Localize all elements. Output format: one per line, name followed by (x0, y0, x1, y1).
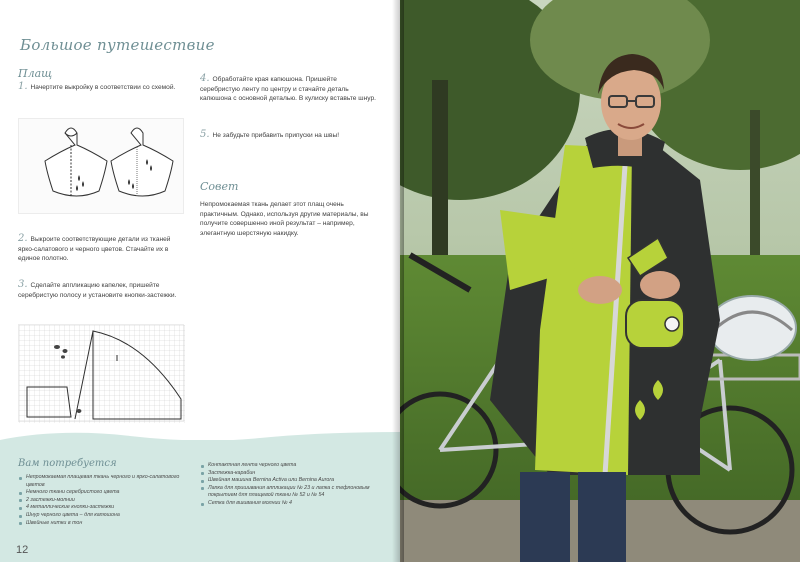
step-5 (200, 130, 376, 141)
step-5-text: Не забудьте прибавить припуски на швы! (212, 132, 340, 139)
page-title: Большое путешествие (20, 36, 215, 54)
photo-man-in-poncho-with-bicycle (400, 0, 800, 562)
poncho-schematic-figure (18, 118, 184, 214)
page-number: 12 (16, 544, 29, 556)
step-2 (18, 234, 188, 264)
needs-item: Шнур черного цвета – для капюшона (18, 512, 194, 520)
advice-title: Совет (200, 180, 239, 193)
step-2-text: Выкроите соответствующие детали из тканей ярко-салатового и черного цветов. Стачайте их в единое полотно. (18, 236, 171, 263)
needs-item: Швейная машина Bernina Activa или Bernina Aurora (200, 477, 376, 485)
step-3-number: 3. (18, 279, 28, 290)
pattern-grid-figure (18, 324, 184, 422)
pattern-grid-drawing (19, 325, 185, 423)
poncho-front-shape (45, 128, 107, 196)
needs-item: Немного ткани серебристого цвета (18, 489, 194, 497)
jeans (520, 472, 570, 562)
bicycle-helmet (708, 296, 796, 360)
step-3 (18, 280, 188, 300)
step-1 (18, 82, 188, 93)
step-5-number: 5. (200, 129, 210, 140)
needs-item: Лапка для пришивания аппликации № 23 и лапка с тефлоновым покрытием для плащевой ткани № 52 и № 54 (200, 485, 376, 500)
needs-item: 2 застежки-молнии (18, 497, 194, 505)
step-4 (200, 74, 376, 104)
needs-item: 4 металлические кнопки-застежки (18, 504, 194, 512)
step-4-text: Обработайте края капюшона. Пришейте серебристую ленту по центру и стачайте деталь капюшона с основной деталью. В кулиску вставьте шнур. (200, 76, 376, 103)
needs-item: Сетка для вшивания молнии № 4 (200, 500, 376, 508)
needs-title: Вам потребуется (18, 458, 117, 469)
needs-item: Застежка-карабин (200, 470, 376, 478)
book-spine-shadow (392, 0, 404, 562)
step-4-number: 4. (200, 73, 210, 84)
section-title: Плащ (18, 67, 53, 80)
poncho-back-shape (111, 128, 173, 196)
step-1-number: 1. (18, 81, 28, 92)
advice-text: Непромокаемая ткань делает этот плащ очень практичным. Однако, используя другие материалы, вы получите совершенно иной результат – например, элегантную шерстяную накидку. (200, 201, 369, 237)
right-page-photo (400, 0, 800, 562)
needs-list-2 (200, 462, 376, 508)
needs-item: Контактная лента черного цвета (200, 462, 376, 470)
step-2-number: 2. (18, 233, 28, 244)
hand (578, 276, 622, 304)
step-1-text: Начертите выкройку в соответствии со схемой. (30, 84, 176, 91)
poncho-drawing (19, 119, 185, 215)
needs-item: Непромокаемая плащевая ткань черного и ярко-салатового цветов (18, 474, 194, 489)
step-3-text: Сделайте аппликацию капелек, пришейте серебристую полосу и установите кнопки-застежки. (18, 282, 177, 299)
needs-list-1 (18, 474, 194, 527)
needs-item: Швейные нитки в тон (18, 520, 194, 528)
